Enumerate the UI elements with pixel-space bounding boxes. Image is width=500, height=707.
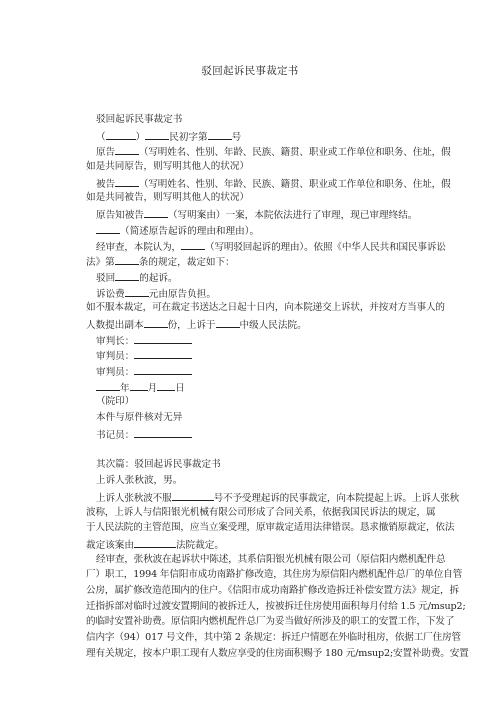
appellant-line: 上诉人张秋波，男。 <box>96 475 183 487</box>
blank <box>157 379 175 391</box>
blank <box>115 175 139 187</box>
blank <box>144 316 168 328</box>
blank <box>106 128 136 140</box>
sample-heading: 其次篇：驳回起诉民事裁定书 <box>96 459 221 471</box>
chief-judge-line: 审判长： <box>86 332 416 348</box>
paragraph-line: 信内字（94）017 号文件，其中第 2 条规定：拆迁户情愿在外临时租房，依据工厂住房管 <box>86 632 461 643</box>
blank <box>96 379 120 391</box>
fee-line: 诉讼费 元由原告负担。 <box>86 285 416 301</box>
clerk-line: 书记员： <box>86 426 416 442</box>
blank <box>134 426 192 438</box>
appeal-line: 如不服本裁定，可在裁定书送达之日起十日内，向本院递交上诉状，并按对方当事人的 <box>86 302 445 314</box>
review-line-cont: 法》第 条的规定，裁定如下： <box>86 253 416 269</box>
blank <box>115 143 139 155</box>
blank <box>115 269 139 281</box>
paragraph-line: 裁定该案由 法院裁定。 <box>86 536 416 552</box>
reason-line: （简述原告起诉的理由和理由）。 <box>86 222 416 238</box>
blank <box>130 379 148 391</box>
blank <box>144 206 168 218</box>
document-body <box>86 112 469 661</box>
template-heading: 驳回起诉民事裁定书 <box>96 114 183 125</box>
defendant-line: 被告 （写明姓名、性别、年龄、民族、籍贯、职业或工作单位和职务、住址，假 <box>86 175 416 191</box>
blank <box>96 222 120 234</box>
paragraph-line: 波称，上诉人与信阳银光机械有限公司形成了合同关系，依据我国民诉法的规定，属 <box>86 506 436 518</box>
case-cause-line: 原告知被告 （写明案由）一案，本院依法进行了审理，现已审理终结。 <box>86 206 416 222</box>
blank <box>208 128 232 140</box>
verify-line: 本件与原件核对无异 <box>96 412 183 424</box>
paragraph-line: 理有关规定，按本户职工现有人数应享受的住房面积赐予 180 元/msup2;安置补助费。安置 <box>86 647 469 659</box>
appeal-line-cont: 人数提出副本 份，上诉于 中级人民法院。 <box>86 316 416 332</box>
blank <box>172 489 214 501</box>
plaintiff-line-cont: 如是共同原告，则写明其他人的状况） <box>86 161 250 173</box>
blank <box>125 285 149 297</box>
blank <box>115 253 139 265</box>
blank <box>216 316 240 328</box>
paragraph-line: 于人民法院的主管范围，应当立案受理，原审裁定适用法律错误。恳求撤销原裁定，依法 <box>86 522 455 534</box>
plaintiff-line: 原告 （写明姓名、性别、年龄、民族、籍贯、职业或工作单位和职务、住址，假 <box>86 143 416 159</box>
paragraph-line: 经审查，张秋波在起诉状中陈述，其系信阳银光机械有限公司（原信阳内燃机配件总 <box>96 553 446 565</box>
ruling-line: 驳回 的起诉。 <box>86 269 416 285</box>
blank <box>134 347 192 359</box>
blank <box>134 536 176 548</box>
date-line: 年 月 日 <box>86 379 416 395</box>
blank <box>134 363 192 375</box>
paragraph-line: 上诉人张秋波不服 号不予受理起诉的民事裁定，向本院提起上诉。上诉人张秋 <box>86 489 416 505</box>
judge-line: 审判员： <box>86 347 416 363</box>
paragraph-line: 迁指拆部对临时过渡安置期间的被拆迁人，按被拆迁住房使用面积每月付给 1.5 元/msup2; <box>86 600 466 612</box>
blank <box>145 128 169 140</box>
document-title: 驳回起诉民事裁定书 <box>201 65 299 77</box>
blank <box>134 332 192 344</box>
paragraph-line: 厂）职工，1994 年信阳市成功南路扩修改造，其住房为原信阳内燃机配件总厂的单位自管 <box>86 569 463 581</box>
paragraph-line: 公房，属扩修改造范围内的住户。《信阳市成功南路扩修改造拆迁补偿安置方法》规定，拆 <box>86 584 459 596</box>
blank <box>181 238 205 250</box>
seal-line: （院印） <box>96 396 135 408</box>
paragraph-line: 的临时安置补助费。原信阳内燃机配件总厂为妥当做好所涉及的职工的安置工作，下发了 <box>86 616 455 628</box>
defendant-line-cont: 如是共同被告，则写明其他人的状况） <box>86 192 250 204</box>
case-number-line: （ ） 民初字第 号 <box>86 128 416 144</box>
judge-line: 审判员： <box>86 363 416 379</box>
review-line: 经审查，本院认为， （写明驳回起诉的理由）。依照《中华人民共和国民事诉讼 <box>86 238 416 254</box>
